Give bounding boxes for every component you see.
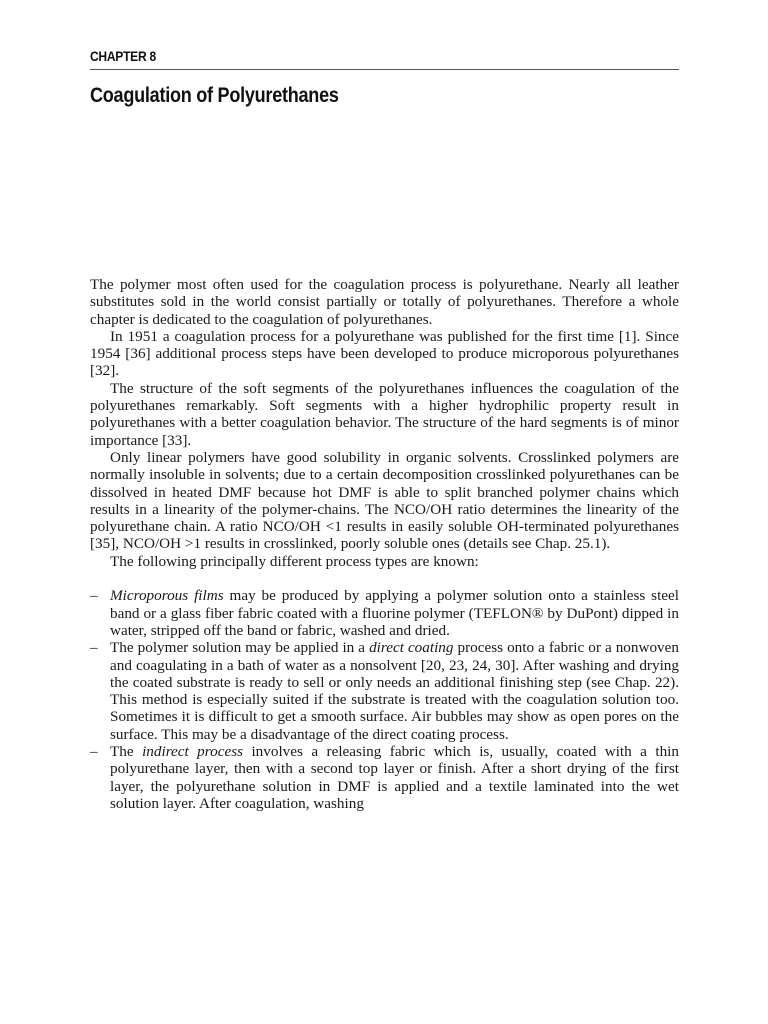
paragraph-history: In 1951 a coagulation process for a polyurethane was published for the first time [1]. Since 1954 [36] additional process steps have been developed to produce microporous polyurethanes [32]. — [90, 327, 679, 380]
paragraph-soft-segments: The structure of the soft segments of the polyurethanes influences the coagulation of the polyurethanes remarkably. Soft segments with a higher hydrophilic property result in polyurethanes with a better coagulation behavior. The structure of the hard segments is of minor importance [33]. — [90, 379, 679, 449]
list-item-text: involves a releasing fabric which is, usually, coated with a thin polyurethane layer, then with a second top layer or finish. After a short drying of the first layer, the polyurethane solution in DMF is applied and a textile laminated into the wet solution layer. After coagulation, washing — [110, 743, 679, 812]
dash-bullet: – — [90, 639, 98, 657]
paragraph-solubility: Only linear polymers have good solubility in organic solvents. Crosslinked polymers are normally insoluble in solvents; due to a certain decomposition crosslinked polyurethanes can be dissolved in heated DMF because hot DMF is able to split branched polymer chains which results in a linearity of the polymer-chains. The NCO/OH ratio determines the linearity of the polyurethane chain. A ratio NCO/OH <1 results in easily soluble OH-terminated polyurethanes [35], NCO/OH >1 results in crosslinked, poorly soluble ones (details see Chap. 25.1). — [90, 448, 679, 553]
emphasis-term: Microporous films — [110, 587, 224, 605]
paragraph-process-types-intro: The following principally different process types are known: — [110, 552, 479, 570]
list-item-text: process onto a fabric or a nonwoven and coagulating in a bath of water as a nonsolvent [20, 23, 24, 30]. After washing and drying the coated substrate is ready to sell or only needs an additional finishing step (see Chap. 22). This method is especially suited if the substrate is treated with the coagulation solution too. Sometimes it is difficult to get a smooth surface. Air bubbles may show as open pores on the surface. This may be a disadvantage of the direct coating process. — [110, 639, 679, 743]
list-item-direct-coating — [90, 639, 679, 743]
list-item-indirect-process — [90, 743, 679, 812]
list-item-text-pre: The — [110, 743, 143, 761]
list-item-text-pre: The polymer solution may be applied in a — [110, 639, 370, 657]
paragraph-intro: The polymer most often used for the coagulation process is polyurethane. Nearly all leather substitutes sold in the world consist partially or totally of polyurethanes. Therefore a whole chapter is dedicated to the coagulation of polyurethanes. — [90, 276, 679, 328]
header-rule — [90, 69, 679, 70]
dash-bullet: – — [90, 587, 98, 605]
spacer — [90, 570, 679, 587]
emphasis-term: direct coating — [369, 639, 454, 657]
dash-bullet: – — [90, 743, 98, 761]
list-item-text: may be produced by applying a polymer solution onto a stainless steel band or a glass fiber fabric coated with a fluorine polymer (TEFLON® by DuPont) dipped in water, stripped off the band or fabric, washed and dried. — [110, 587, 679, 639]
process-types-list — [90, 587, 679, 812]
list-item-microporous-films — [90, 587, 679, 639]
chapter-label: CHAPTER 8 — [90, 48, 156, 64]
chapter-title: Coagulation of Polyurethanes — [90, 84, 339, 107]
body-text — [90, 276, 679, 812]
emphasis-term: indirect process — [142, 743, 244, 761]
